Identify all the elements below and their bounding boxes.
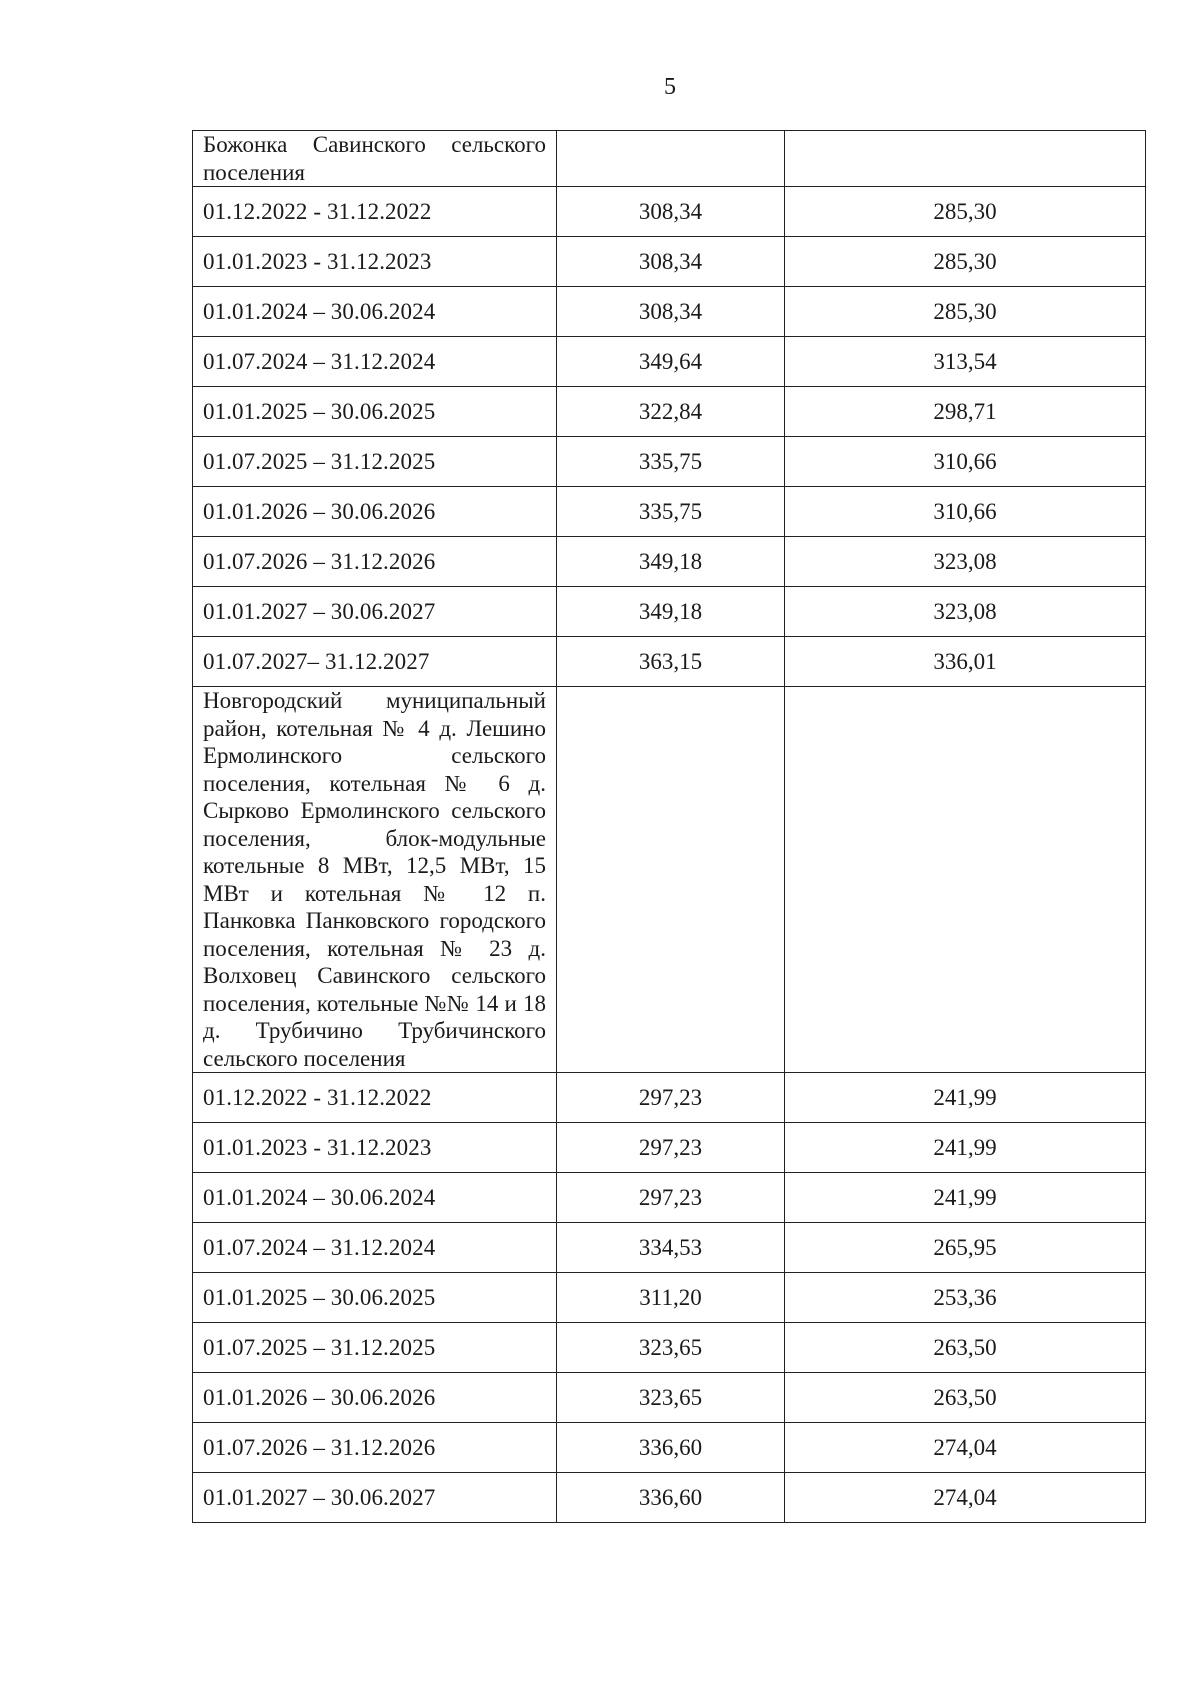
value-cell-2: 285,30 (785, 237, 1146, 287)
group-title-row (193, 131, 1146, 187)
value-cell-1: 311,20 (557, 1273, 785, 1323)
value-cell-1: 323,65 (557, 1323, 785, 1373)
table-row (193, 387, 1146, 437)
table-row (193, 237, 1146, 287)
period-cell: 01.01.2027 – 30.06.2027 (193, 587, 557, 637)
value-cell-2: 241,99 (785, 1123, 1146, 1173)
table-row (193, 437, 1146, 487)
empty-cell (785, 131, 1146, 187)
value-cell-2: 285,30 (785, 187, 1146, 237)
table-row (193, 1123, 1146, 1173)
value-cell-1: 335,75 (557, 487, 785, 537)
table-row (193, 1473, 1146, 1523)
value-cell-1: 336,60 (557, 1473, 785, 1523)
group-title-row (193, 687, 1146, 1073)
value-cell-1: 334,53 (557, 1223, 785, 1273)
table-row (193, 537, 1146, 587)
value-cell-2: 310,66 (785, 437, 1146, 487)
value-cell-1: 297,23 (557, 1123, 785, 1173)
value-cell-2: 263,50 (785, 1323, 1146, 1373)
table-row (193, 487, 1146, 537)
period-cell: 01.01.2023 - 31.12.2023 (193, 1123, 557, 1173)
value-cell-1: 308,34 (557, 237, 785, 287)
tariff-table-body (193, 131, 1146, 1523)
period-cell: 01.07.2024 – 31.12.2024 (193, 337, 557, 387)
period-cell: 01.01.2025 – 30.06.2025 (193, 1273, 557, 1323)
period-cell: 01.07.2025 – 31.12.2025 (193, 1323, 557, 1373)
value-cell-2: 285,30 (785, 287, 1146, 337)
value-cell-1: 349,18 (557, 587, 785, 637)
value-cell-2: 263,50 (785, 1373, 1146, 1423)
period-cell: 01.07.2026 – 31.12.2026 (193, 537, 557, 587)
value-cell-1: 349,18 (557, 537, 785, 587)
value-cell-1: 308,34 (557, 187, 785, 237)
period-cell: 01.01.2025 – 30.06.2025 (193, 387, 557, 437)
value-cell-1: 349,64 (557, 337, 785, 387)
value-cell-2: 253,36 (785, 1273, 1146, 1323)
value-cell-2: 241,99 (785, 1173, 1146, 1223)
page-number: 5 (664, 74, 676, 100)
value-cell-1: 323,65 (557, 1373, 785, 1423)
tariff-table (192, 130, 1146, 1523)
table-row (193, 637, 1146, 687)
period-cell: 01.07.2027– 31.12.2027 (193, 637, 557, 687)
group-title: Божонка Савинского сельского поселения (193, 131, 557, 187)
value-cell-2: 313,54 (785, 337, 1146, 387)
period-cell: 01.12.2022 - 31.12.2022 (193, 187, 557, 237)
table-row (193, 587, 1146, 637)
value-cell-2: 323,08 (785, 587, 1146, 637)
group-title: Новгородский муниципальный район, котельная № 4 д. Лешино Ермолинского сельского поселения, котельная № 6 д. Сырково Ермолинского сельского поселения, блок-модульные котельные 8 МВт, 12,5 МВт, 15 МВт и котельная № 12 п. Панковка Панковского городского поселения, котельная № 23 д. Волховец Савинского сельского поселения, котельные №№ 14 и 18 д. Трубичино Трубичинского сельского поселения (193, 687, 557, 1073)
value-cell-2: 274,04 (785, 1473, 1146, 1523)
table-row (193, 187, 1146, 237)
table-row (193, 1173, 1146, 1223)
empty-cell (785, 687, 1146, 1073)
table-row (193, 287, 1146, 337)
value-cell-1: 335,75 (557, 437, 785, 487)
period-cell: 01.01.2024 – 30.06.2024 (193, 287, 557, 337)
value-cell-2: 274,04 (785, 1423, 1146, 1473)
table-row (193, 1223, 1146, 1273)
table-row (193, 1423, 1146, 1473)
value-cell-1: 336,60 (557, 1423, 785, 1473)
period-cell: 01.07.2024 – 31.12.2024 (193, 1223, 557, 1273)
value-cell-2: 323,08 (785, 537, 1146, 587)
period-cell: 01.07.2025 – 31.12.2025 (193, 437, 557, 487)
table-row (193, 1273, 1146, 1323)
empty-cell (557, 131, 785, 187)
value-cell-2: 310,66 (785, 487, 1146, 537)
period-cell: 01.01.2026 – 30.06.2026 (193, 1373, 557, 1423)
empty-cell (557, 687, 785, 1073)
period-cell: 01.12.2022 - 31.12.2022 (193, 1073, 557, 1123)
table-row (193, 1373, 1146, 1423)
value-cell-1: 322,84 (557, 387, 785, 437)
value-cell-2: 265,95 (785, 1223, 1146, 1273)
value-cell-1: 363,15 (557, 637, 785, 687)
value-cell-2: 298,71 (785, 387, 1146, 437)
period-cell: 01.01.2027 – 30.06.2027 (193, 1473, 557, 1523)
table-row (193, 1323, 1146, 1373)
period-cell: 01.01.2024 – 30.06.2024 (193, 1173, 557, 1223)
value-cell-1: 308,34 (557, 287, 785, 337)
period-cell: 01.01.2023 - 31.12.2023 (193, 237, 557, 287)
value-cell-1: 297,23 (557, 1173, 785, 1223)
value-cell-2: 241,99 (785, 1073, 1146, 1123)
value-cell-2: 336,01 (785, 637, 1146, 687)
period-cell: 01.01.2026 – 30.06.2026 (193, 487, 557, 537)
table-row (193, 1073, 1146, 1123)
value-cell-1: 297,23 (557, 1073, 785, 1123)
period-cell: 01.07.2026 – 31.12.2026 (193, 1423, 557, 1473)
table-row (193, 337, 1146, 387)
